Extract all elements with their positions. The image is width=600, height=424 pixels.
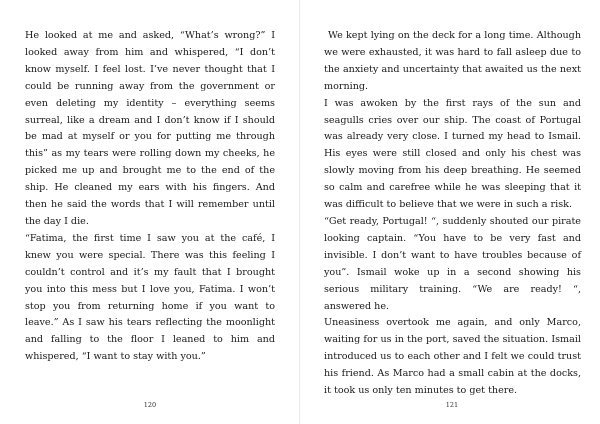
paragraph: We kept lying on the deck for a long time. Although we were exhausted, it was hard to fall asleep due to the anxiety and uncertainty that awaited us the next morning. <box>324 30 581 92</box>
page-number: 120 <box>143 401 157 409</box>
paragraph: He looked at me and asked, “What’s wrong?” I looked away from him and whispered, “I don’t know myself. I feel lost. I’ve never thought that I could be running away from the government or even deleting my identity – everything seems surreal, like a dream and I don’t know if I should be mad at myself or you for putting me through this” as my tears were rolling down my cheeks, he picked me up and brought me to the end of the ship. He cleaned my ears with his fingers. And then he said the words that I will remember until the day I die. <box>25 30 275 227</box>
right-page-text <box>324 28 581 400</box>
right-page <box>300 0 600 424</box>
paragraph: I was awoken by the first rays of the sun and seagulls cries over our ship. The coast of Portugal was already very close. I turned my head to Ismail. His eyes were still closed and only his chest was slowly moving from his deep breathing. He seemed so calm and carefree while he was sleeping that it was difficult to believe that we were in such a risk. <box>324 97 581 211</box>
paragraph: “Get ready, Portugal! “, suddenly shouted our pirate looking captain. “You have to be very fast and invisible. I don’t want to have troubles because of you”. Ismail woke up in a second showing his serious military training. “We are ready! “, answered he. <box>324 215 581 312</box>
page-number: 121 <box>445 401 459 409</box>
paragraph: Uneasiness overtook me again, and only Marco, waiting for us in the port, saved the situation. Ismail introduced us to each other and I felt we could trust his friend. As Marco had a small cabin at the docks, it took us only ten minutes to get there. <box>324 317 581 397</box>
left-page-text <box>25 28 275 366</box>
paragraph: “Fatima, the first time I saw you at the café, I knew you were special. There was this feeling I couldn’t control and it’s my fault that I brought you into this mess but I love you, Fatima. I won’t stop you from returning home if you want to leave.” As I saw his tears reflecting the moonlight and falling to the floor I leaned to him and whispered, “I want to stay with you.” <box>25 232 275 363</box>
